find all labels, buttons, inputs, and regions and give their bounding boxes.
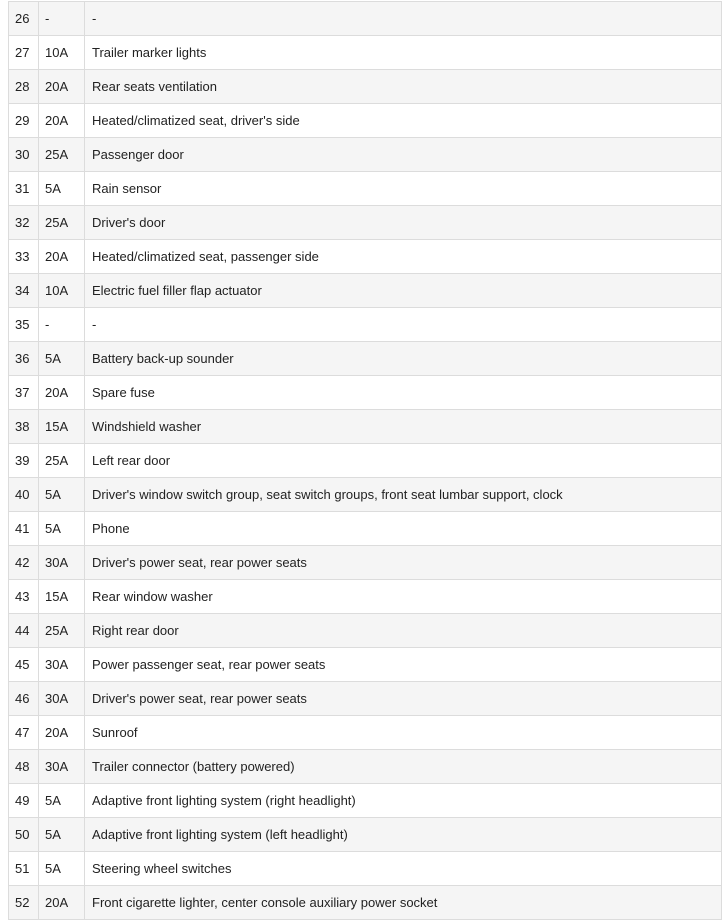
- fuse-description-cell: Front cigarette lighter, center console auxiliary power socket: [85, 886, 722, 920]
- table-row: [9, 716, 722, 750]
- table-row: [9, 70, 722, 104]
- table-row: [9, 444, 722, 478]
- fuse-amperage-cell: 25A: [39, 444, 85, 478]
- fuse-amperage-cell: 10A: [39, 36, 85, 70]
- fuse-number-cell: 26: [9, 2, 39, 36]
- fuse-number-cell: 42: [9, 546, 39, 580]
- fuse-number-cell: 49: [9, 784, 39, 818]
- table-row: [9, 648, 722, 682]
- fuse-amperage-cell: 5A: [39, 784, 85, 818]
- fuse-number-cell: 35: [9, 308, 39, 342]
- table-row: [9, 206, 722, 240]
- fuse-description-cell: Rear window washer: [85, 580, 722, 614]
- fuse-description-cell: Trailer connector (battery powered): [85, 750, 722, 784]
- fuse-amperage-cell: 25A: [39, 206, 85, 240]
- fuse-description-cell: Passenger door: [85, 138, 722, 172]
- fuse-description-cell: Spare fuse: [85, 376, 722, 410]
- fuse-number-cell: 29: [9, 104, 39, 138]
- table-row: [9, 376, 722, 410]
- table-row: [9, 308, 722, 342]
- fuse-number-cell: 27: [9, 36, 39, 70]
- fuse-amperage-cell: 5A: [39, 512, 85, 546]
- fuse-amperage-cell: -: [39, 308, 85, 342]
- fuse-number-cell: 39: [9, 444, 39, 478]
- fuse-number-cell: 50: [9, 818, 39, 852]
- table-row: [9, 682, 722, 716]
- fuse-number-cell: 48: [9, 750, 39, 784]
- fuse-description-cell: Power passenger seat, rear power seats: [85, 648, 722, 682]
- fuse-description-cell: Rain sensor: [85, 172, 722, 206]
- fuse-number-cell: 30: [9, 138, 39, 172]
- table-row: [9, 580, 722, 614]
- fuse-amperage-cell: 15A: [39, 410, 85, 444]
- fuse-number-cell: 40: [9, 478, 39, 512]
- fuse-description-cell: Driver's door: [85, 206, 722, 240]
- table-row: [9, 818, 722, 852]
- fuse-table: [8, 1, 722, 920]
- table-row: [9, 410, 722, 444]
- fuse-amperage-cell: -: [39, 2, 85, 36]
- fuse-description-cell: -: [85, 308, 722, 342]
- fuse-amperage-cell: 20A: [39, 716, 85, 750]
- fuse-description-cell: Left rear door: [85, 444, 722, 478]
- table-row: [9, 172, 722, 206]
- fuse-amperage-cell: 30A: [39, 648, 85, 682]
- fuse-amperage-cell: 10A: [39, 274, 85, 308]
- fuse-description-cell: Trailer marker lights: [85, 36, 722, 70]
- table-row: [9, 342, 722, 376]
- fuse-number-cell: 52: [9, 886, 39, 920]
- fuse-amperage-cell: 25A: [39, 614, 85, 648]
- fuse-amperage-cell: 20A: [39, 886, 85, 920]
- fuse-amperage-cell: 5A: [39, 172, 85, 206]
- fuse-number-cell: 34: [9, 274, 39, 308]
- table-row: [9, 36, 722, 70]
- table-row: [9, 104, 722, 138]
- fuse-table-body: [9, 2, 722, 920]
- fuse-number-cell: 46: [9, 682, 39, 716]
- table-row: [9, 750, 722, 784]
- fuse-amperage-cell: 30A: [39, 546, 85, 580]
- fuse-amperage-cell: 5A: [39, 342, 85, 376]
- fuse-number-cell: 45: [9, 648, 39, 682]
- fuse-amperage-cell: 20A: [39, 240, 85, 274]
- fuse-description-cell: Windshield washer: [85, 410, 722, 444]
- fuse-number-cell: 37: [9, 376, 39, 410]
- fuse-amperage-cell: 20A: [39, 70, 85, 104]
- table-row: [9, 784, 722, 818]
- fuse-description-cell: Sunroof: [85, 716, 722, 750]
- fuse-amperage-cell: 30A: [39, 682, 85, 716]
- table-row: [9, 478, 722, 512]
- table-row: [9, 240, 722, 274]
- fuse-number-cell: 31: [9, 172, 39, 206]
- fuse-description-cell: Right rear door: [85, 614, 722, 648]
- fuse-number-cell: 33: [9, 240, 39, 274]
- table-row: [9, 2, 722, 36]
- table-row: [9, 138, 722, 172]
- fuse-amperage-cell: 25A: [39, 138, 85, 172]
- fuse-description-cell: -: [85, 2, 722, 36]
- fuse-number-cell: 32: [9, 206, 39, 240]
- fuse-description-cell: Driver's window switch group, seat switch groups, front seat lumbar support, clock: [85, 478, 722, 512]
- fuse-description-cell: Electric fuel filler flap actuator: [85, 274, 722, 308]
- fuse-number-cell: 43: [9, 580, 39, 614]
- fuse-description-cell: Heated/climatized seat, driver's side: [85, 104, 722, 138]
- fuse-description-cell: Steering wheel switches: [85, 852, 722, 886]
- fuse-number-cell: 51: [9, 852, 39, 886]
- table-row: [9, 614, 722, 648]
- fuse-description-cell: Phone: [85, 512, 722, 546]
- fuse-amperage-cell: 20A: [39, 376, 85, 410]
- fuse-number-cell: 44: [9, 614, 39, 648]
- fuse-amperage-cell: 5A: [39, 818, 85, 852]
- fuse-description-cell: Rear seats ventilation: [85, 70, 722, 104]
- fuse-amperage-cell: 5A: [39, 852, 85, 886]
- fuse-description-cell: Driver's power seat, rear power seats: [85, 682, 722, 716]
- fuse-number-cell: 38: [9, 410, 39, 444]
- fuse-description-cell: Heated/climatized seat, passenger side: [85, 240, 722, 274]
- table-row: [9, 852, 722, 886]
- table-row: [9, 546, 722, 580]
- fuse-amperage-cell: 15A: [39, 580, 85, 614]
- fuse-description-cell: Adaptive front lighting system (right headlight): [85, 784, 722, 818]
- fuse-amperage-cell: 5A: [39, 478, 85, 512]
- table-row: [9, 886, 722, 920]
- fuse-amperage-cell: 30A: [39, 750, 85, 784]
- fuse-amperage-cell: 20A: [39, 104, 85, 138]
- fuse-number-cell: 28: [9, 70, 39, 104]
- fuse-description-cell: Battery back-up sounder: [85, 342, 722, 376]
- table-row: [9, 274, 722, 308]
- fuse-number-cell: 41: [9, 512, 39, 546]
- fuse-description-cell: Driver's power seat, rear power seats: [85, 546, 722, 580]
- fuse-number-cell: 36: [9, 342, 39, 376]
- fuse-number-cell: 47: [9, 716, 39, 750]
- table-row: [9, 512, 722, 546]
- fuse-description-cell: Adaptive front lighting system (left headlight): [85, 818, 722, 852]
